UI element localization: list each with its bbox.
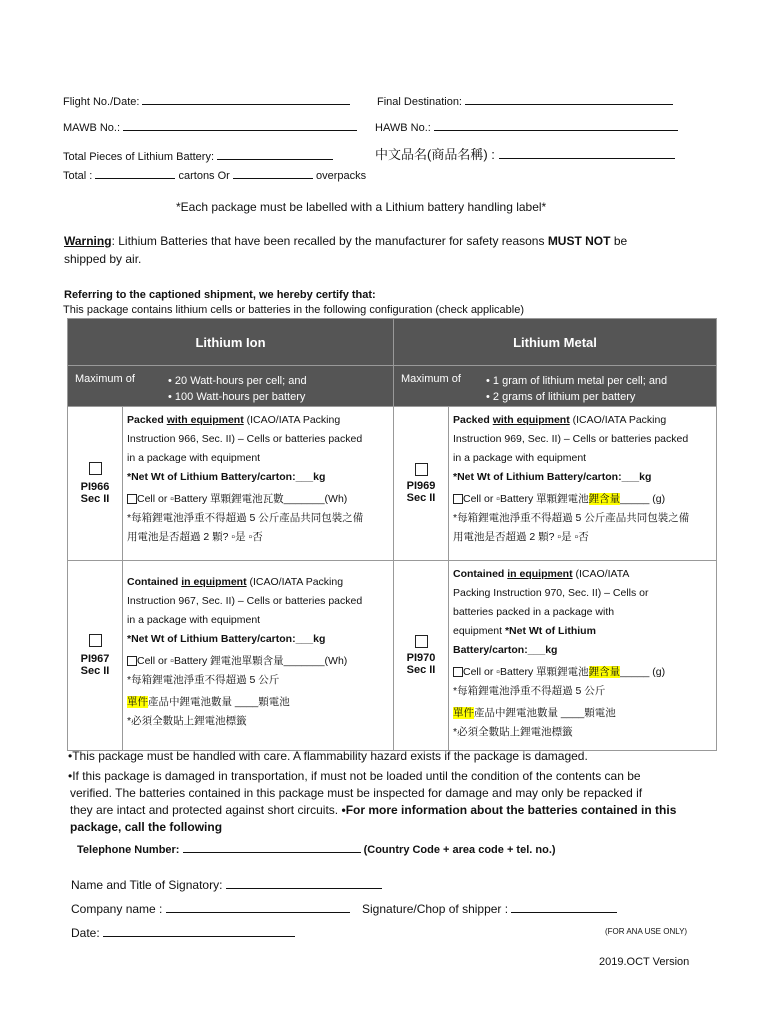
mawb-label: MAWB No.: (63, 122, 121, 134)
pi967-cell-checkbox[interactable] (127, 656, 137, 666)
pi967-sec: Sec II (80, 665, 110, 677)
bullet-handling: •This package must be handled with care. A flammability hazard exists if the package is damaged. (68, 749, 588, 763)
telephone-suffix: (Country Code + area code + tel. no.) (363, 844, 556, 856)
hawb-label: HAWB No.: (375, 122, 431, 134)
total-pieces-field[interactable] (63, 147, 333, 163)
warning-label: Warning (64, 234, 112, 248)
metal-max-label: Maximum of (401, 373, 461, 385)
chinese-name-field[interactable] (375, 144, 675, 163)
company-input-line[interactable] (166, 900, 350, 913)
lithium-ion-max (68, 366, 394, 407)
lithium-metal-max (394, 366, 717, 407)
certify-heading: Referring to the captioned shipment, we hereby certify that: (64, 289, 376, 301)
final-destination-field[interactable] (377, 92, 673, 108)
overpacks-label: overpacks (315, 170, 367, 182)
cartons-input-line[interactable] (95, 166, 175, 179)
ion-max-list (168, 373, 307, 405)
total-pieces-input-line[interactable] (217, 147, 333, 160)
warning-text-after: be (610, 234, 628, 248)
warning-line-1 (64, 234, 627, 248)
date-field[interactable] (71, 924, 295, 940)
total-field (63, 166, 366, 182)
pi967-cell (68, 561, 123, 751)
lithium-ion-header: Lithium Ion (68, 319, 394, 366)
final-destination-label: Final Destination: (377, 96, 462, 108)
mawb-input-line[interactable] (123, 118, 357, 131)
telephone-field[interactable] (77, 840, 556, 856)
flight-label: Flight No./Date: (63, 96, 140, 108)
metal-max-item: • 2 grams of lithium per battery (486, 391, 636, 403)
config-table (67, 318, 717, 751)
or-label: Or (217, 170, 230, 182)
pi969-description: Packed with equipment (ICAO/IATA Packing Instruction 969, Sec. II) – Cells or batteries packed in a package with equipment *Net Wt of Lithium Battery/carton:___kg Cell or ▫Battery 單顆鋰電池鋰含量_____ (g) *每箱鋰電池淨重不得超過 5 公斤產品共同包裝之備 用電池是否超過 2 顆? ▫是 ▫否 (449, 407, 717, 561)
warning-emphasis: MUST NOT (547, 234, 611, 248)
pi966-code: PI966 (80, 481, 110, 493)
pi969-cell (394, 407, 449, 561)
cartons-label: cartons (178, 170, 215, 182)
overpacks-input-line[interactable] (233, 166, 313, 179)
warning-line-2: shipped by air. (64, 252, 142, 266)
telephone-label: Telephone Number: (77, 844, 180, 856)
pi970-description: Contained in equipment (ICAO/IATA Packing Instruction 970, Sec. II) – Cells or batteries packed in a package with equipment *Net Wt of Lithium Battery/carton:___kg Cell or ▫Battery 單顆鋰電池鋰含量_____ (g) *每箱鋰電池淨重不得超過 5 公斤 單件產品中鋰電池數量 ____顆電池 *必須全數貼上鋰電池標籤 (449, 561, 717, 751)
metal-max-list (486, 373, 667, 405)
final-destination-input-line[interactable] (465, 92, 673, 105)
bullet-damaged-3: they are intact and protected against short circuits. •For more information about the batteries contained in this (70, 803, 677, 817)
signatory-field[interactable] (71, 876, 382, 892)
pi966-cell-checkbox[interactable] (127, 494, 137, 504)
pi970-checkbox[interactable] (415, 635, 428, 648)
pi967-checkbox[interactable] (89, 634, 102, 647)
metal-max-item: • 1 gram of lithium metal per cell; and (486, 375, 668, 387)
certify-subheading: This package contains lithium cells or batteries in the following configuration (check applicable) (63, 304, 525, 316)
chinese-name-label: 中文品名(商品名稱) : (375, 147, 495, 162)
ion-max-item: • 100 Watt-hours per battery (168, 391, 306, 403)
version-label: 2019.OCT Version (599, 956, 690, 968)
flight-field[interactable] (63, 92, 350, 108)
label-notice: *Each package must be labelled with a Lithium battery handling label* (176, 200, 547, 214)
hawb-input-line[interactable] (434, 118, 678, 131)
pi969-code: PI969 (406, 480, 436, 492)
pi966-cell (68, 407, 123, 561)
chinese-name-input-line[interactable] (499, 146, 675, 159)
signatory-input-line[interactable] (226, 876, 382, 889)
signature-input-line[interactable] (511, 900, 617, 913)
total-label: Total : (63, 170, 93, 182)
hawb-field[interactable] (375, 118, 678, 134)
company-label: Company name : (71, 902, 163, 916)
telephone-input-line[interactable] (183, 840, 361, 853)
pi969-checkbox[interactable] (415, 463, 428, 476)
signatory-label: Name and Title of Signatory: (71, 878, 223, 892)
pi970-code: PI970 (406, 652, 436, 664)
pi969-sec: Sec II (406, 492, 436, 504)
signature-field[interactable] (362, 900, 617, 916)
company-field[interactable] (71, 900, 350, 916)
bullet-damaged-4: package, call the following (70, 820, 223, 834)
pi970-cell-checkbox[interactable] (453, 667, 463, 677)
ion-max-item: • 20 Watt-hours per cell; and (168, 375, 307, 387)
pi966-checkbox[interactable] (89, 462, 102, 475)
date-label: Date: (71, 926, 100, 940)
ion-max-label: Maximum of (75, 373, 135, 385)
pi970-sec: Sec II (406, 664, 436, 676)
flight-input-line[interactable] (142, 92, 350, 105)
pi967-code: PI967 (80, 653, 110, 665)
warning-text: : Lithium Batteries that have been recalled by the manufacturer for safety reasons (111, 234, 548, 248)
bullet-damaged-2: verified. The batteries contained in this package must be inspected for damage and may only be repacked if (70, 786, 643, 800)
ana-use-note: (FOR ANA USE ONLY) (605, 927, 688, 936)
pi966-sec: Sec II (80, 493, 110, 505)
date-input-line[interactable] (103, 924, 295, 937)
lithium-metal-header: Lithium Metal (394, 319, 717, 366)
bullet-damaged-1: •If this package is damaged in transportation, if must not be loaded until the condition of the contents can be (68, 769, 641, 783)
total-pieces-label: Total Pieces of Lithium Battery: (63, 151, 215, 163)
pi967-description: Contained in equipment (ICAO/IATA Packing Instruction 967, Sec. II) – Cells or batteries packed in a package with equipment *Net Wt of Lithium Battery/carton:___kg Cell or ▫Battery 鋰電池單顆含量_______(Wh) *每箱鋰電池淨重不得超過 5 公斤 單件產品中鋰電池數量 ____顆電池 *必須全數貼上鋰電池標籤 (123, 561, 394, 751)
pi969-cell-checkbox[interactable] (453, 494, 463, 504)
pi970-cell (394, 561, 449, 751)
mawb-field[interactable] (63, 118, 357, 134)
signature-label: Signature/Chop of shipper : (362, 902, 509, 916)
pi966-description: Packed with equipment (ICAO/IATA Packing Instruction 966, Sec. II) – Cells or batteries packed in a package with equipment *Net Wt of Lithium Battery/carton:___kg Cell or ▫Battery 單顆鋰電池瓦數_______(Wh) *每箱鋰電池淨重不得超過 5 公斤產品共同包裝之備 用電池是否超過 2 顆? ▫是 ▫否 (123, 407, 394, 561)
